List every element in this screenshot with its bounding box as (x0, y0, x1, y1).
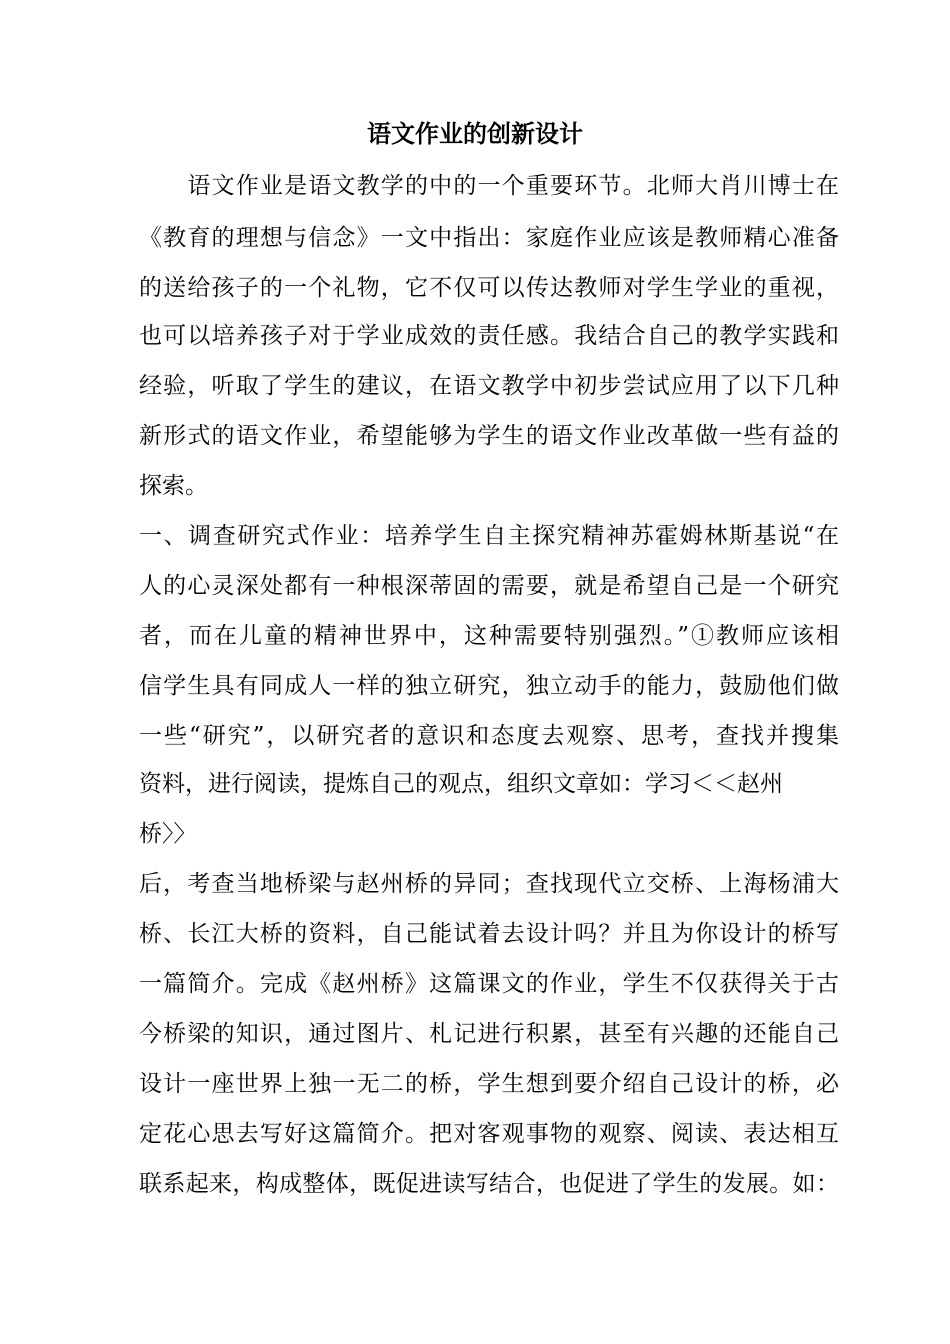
body-line: 一篇简介。完成《赵州桥》这篇课文的作业，学生不仅获得关于古 (139, 971, 839, 997)
body-line: 一、调查研究式作业：培养学生自主探究精神苏霍姆林斯基说“在 (139, 523, 839, 549)
body-line: 资料，进行阅读，提炼自己的观点，组织文章如：学习＜＜赵州 (139, 771, 783, 797)
body-line: 桥、长江大桥的资料，自己能试着去设计吗？并且为你设计的桥写 (139, 921, 839, 947)
body-line: 桥〉〉 (139, 821, 197, 847)
body-line: 探索。 (139, 473, 208, 499)
body-line: 定花心思去写好这篇简介。把对客观事物的观察、阅读、表达相互 (139, 1121, 839, 1147)
document-title: 语文作业的创新设计 (367, 120, 583, 148)
body-line: 经验，听取了学生的建议，在语文教学中初步尝试应用了以下几种 (139, 373, 839, 399)
body-line: 一些“研究”，以研究者的意识和态度去观察、思考，查找并搜集 (139, 723, 839, 749)
body-line: 信学生具有同成人一样的独立研究，独立动手的能力，鼓励他们做 (139, 673, 839, 699)
body-line: 人的心灵深处都有一种根深蒂固的需要，就是希望自己是一个研究 (139, 573, 839, 599)
body-line: 后，考查当地桥梁与赵州桥的异同；查找现代立交桥、上海杨浦大 (139, 871, 839, 897)
body-line: 《教育的理想与信念》一文中指出：家庭作业应该是教师精心准备 (139, 225, 839, 251)
body-line: 的送给孩子的一个礼物，它不仅可以传达教师对学生学业的重视， (139, 275, 839, 301)
body-line: 设计一座世界上独一无二的桥，学生想到要介绍自己设计的桥，必 (139, 1071, 839, 1097)
body-line: 联系起来，构成整体，既促进读写结合，也促进了学生的发展。如： (139, 1171, 839, 1197)
body-line: 也可以培养孩子对于学业成效的责任感。我结合自己的教学实践和 (139, 323, 839, 349)
body-line: 今桥梁的知识，通过图片、札记进行积累，甚至有兴趣的还能自己 (139, 1021, 839, 1047)
body-line: 新形式的语文作业，希望能够为学生的语文作业改革做一些有益的 (139, 423, 839, 449)
body-line: 语文作业是语文教学的中的一个重要环节。北师大肖川博士在 (139, 173, 839, 199)
body-line: 者，而在儿童的精神世界中，这种需要特别强烈。”①教师应该相 (139, 623, 839, 649)
